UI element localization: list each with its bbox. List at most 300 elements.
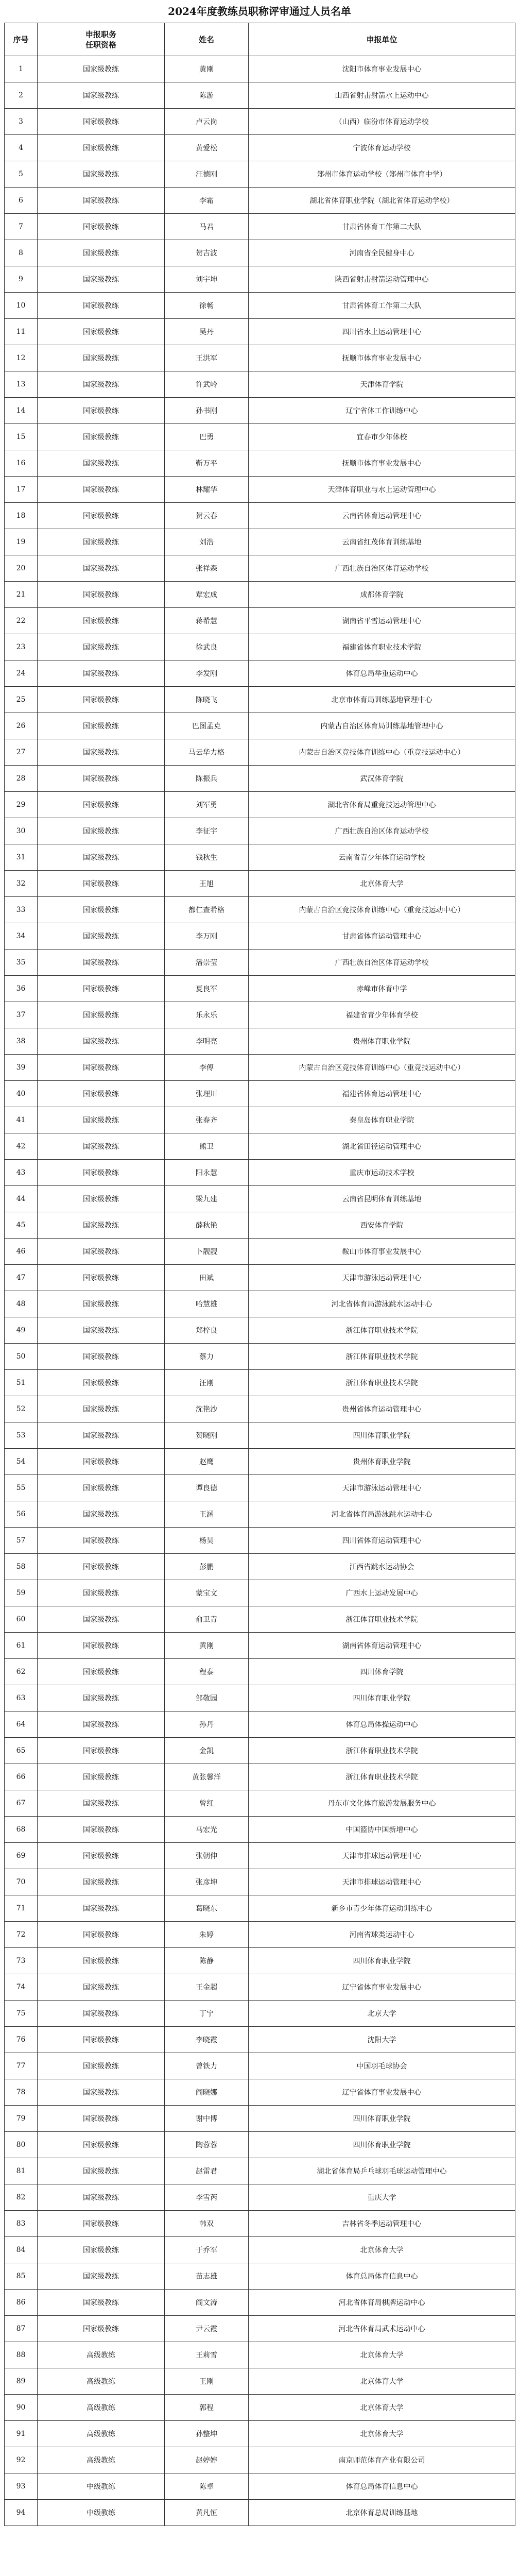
cell-unit: 北京体育总局训练基地	[249, 2500, 515, 2526]
cell-unit: 河北省体育局棋牌运动中心	[249, 2290, 515, 2316]
table-row	[5, 2421, 515, 2447]
cell-position: 国家级教练	[38, 2316, 165, 2342]
cell-position: 国家级教练	[38, 687, 165, 713]
cell-index: 19	[5, 529, 38, 555]
cell-unit: 湖北省田径运动管理中心	[249, 1133, 515, 1160]
cell-name: 靳万平	[165, 450, 249, 477]
table-row	[5, 1659, 515, 1685]
cell-unit: 辽宁省体育事业发展中心	[249, 1974, 515, 2001]
cell-unit: 北京体育大学	[249, 2421, 515, 2447]
cell-index: 68	[5, 1817, 38, 1843]
cell-unit: 鞍山市体育事业发展中心	[249, 1239, 515, 1265]
cell-position: 国家级教练	[38, 1528, 165, 1554]
cell-unit: 天津体育职业与水上运动管理中心	[249, 477, 515, 503]
cell-position: 国家级教练	[38, 240, 165, 266]
cell-position: 高级教练	[38, 2395, 165, 2421]
cell-position: 国家级教练	[38, 1895, 165, 1922]
table-row	[5, 1002, 515, 1028]
table-row	[5, 1081, 515, 1107]
table-row	[5, 1239, 515, 1265]
table-row	[5, 345, 515, 371]
cell-index: 82	[5, 2184, 38, 2211]
cell-name: 韩双	[165, 2211, 249, 2237]
table-row	[5, 2368, 515, 2395]
cell-index: 71	[5, 1895, 38, 1922]
cell-index: 56	[5, 1501, 38, 1528]
cell-position: 国家级教练	[38, 660, 165, 687]
table-row	[5, 2447, 515, 2473]
cell-name: 李晓霞	[165, 2027, 249, 2053]
table-row	[5, 950, 515, 976]
cell-index: 8	[5, 240, 38, 266]
cell-name: 阎文涛	[165, 2290, 249, 2316]
cell-position: 国家级教练	[38, 1422, 165, 1449]
cell-unit: 丹东市文化体育旅游发展服务中心	[249, 1790, 515, 1817]
cell-position: 国家级教练	[38, 608, 165, 634]
table-row	[5, 2290, 515, 2316]
table-row	[5, 1344, 515, 1370]
cell-index: 75	[5, 2001, 38, 2027]
cell-index: 21	[5, 582, 38, 608]
cell-unit: 四川体育学院	[249, 1659, 515, 1685]
cell-name: 陈静	[165, 1948, 249, 1974]
cell-unit: 体育总局体育信息中心	[249, 2263, 515, 2290]
cell-name: 金凯	[165, 1738, 249, 1764]
cell-position: 国家级教练	[38, 345, 165, 371]
table-row	[5, 424, 515, 450]
cell-name: 李征宇	[165, 818, 249, 844]
cell-unit: 浙江体育职业技术学院	[249, 1370, 515, 1396]
table-row	[5, 1186, 515, 1212]
cell-index: 12	[5, 345, 38, 371]
cell-index: 25	[5, 687, 38, 713]
cell-name: 葛晓东	[165, 1895, 249, 1922]
cell-position: 国家级教练	[38, 1974, 165, 2001]
cell-name: 薛秋艳	[165, 1212, 249, 1239]
cell-name: 郑梓良	[165, 1317, 249, 1344]
cell-index: 9	[5, 266, 38, 293]
cell-unit: 云南省红茂体育训练基地	[249, 529, 515, 555]
cell-name: 夏良军	[165, 976, 249, 1002]
cell-position: 国家级教练	[38, 135, 165, 161]
cell-name: 张朝伸	[165, 1843, 249, 1869]
cell-index: 11	[5, 319, 38, 345]
table-row	[5, 1396, 515, 1422]
cell-unit: 湖北省体育局重竞技运动管理中心	[249, 792, 515, 818]
table-row	[5, 161, 515, 188]
cell-unit: 云南省昆明体育训练基地	[249, 1186, 515, 1212]
cell-index: 14	[5, 398, 38, 424]
cell-name: 马君	[165, 214, 249, 240]
cell-index: 48	[5, 1291, 38, 1317]
cell-index: 38	[5, 1028, 38, 1055]
cell-unit: 沈阳市体育事业发展中心	[249, 56, 515, 82]
table-row	[5, 582, 515, 608]
cell-index: 67	[5, 1790, 38, 1817]
cell-name: 潘崇莹	[165, 950, 249, 976]
cell-index: 4	[5, 135, 38, 161]
cell-name: 赵婷婷	[165, 2447, 249, 2473]
table-row	[5, 1974, 515, 2001]
cell-name: 熊卫	[165, 1133, 249, 1160]
cell-position: 国家级教练	[38, 1764, 165, 1790]
header-name: 姓名	[165, 23, 249, 56]
table-row	[5, 2158, 515, 2184]
cell-name: 赵鹰	[165, 1449, 249, 1475]
table-row	[5, 1606, 515, 1633]
cell-unit: 河北省体育局游泳跳水运动中心	[249, 1501, 515, 1528]
cell-position: 国家级教练	[38, 1843, 165, 1869]
table-row	[5, 398, 515, 424]
cell-unit: 武汉体育学院	[249, 766, 515, 792]
cell-index: 31	[5, 844, 38, 871]
table-row	[5, 2106, 515, 2132]
cell-position: 国家级教练	[38, 1606, 165, 1633]
cell-index: 36	[5, 976, 38, 1002]
cell-unit: 北京体育大学	[249, 2237, 515, 2263]
cell-position: 国家级教练	[38, 1633, 165, 1659]
cell-unit: 天津市排球运动管理中心	[249, 1843, 515, 1869]
cell-name: 郭程	[165, 2395, 249, 2421]
cell-index: 79	[5, 2106, 38, 2132]
cell-index: 83	[5, 2211, 38, 2237]
cell-unit: 郑州市体育运动学校（郑州市体育中学）	[249, 161, 515, 188]
cell-index: 86	[5, 2290, 38, 2316]
table-row	[5, 1764, 515, 1790]
cell-name: 都仁查希格	[165, 897, 249, 923]
table-row	[5, 1869, 515, 1895]
table-row	[5, 1580, 515, 1606]
cell-index: 46	[5, 1239, 38, 1265]
cell-name: 王洪军	[165, 345, 249, 371]
table-row	[5, 1317, 515, 1344]
cell-position: 国家级教练	[38, 1817, 165, 1843]
cell-index: 73	[5, 1948, 38, 1974]
cell-index: 53	[5, 1422, 38, 1449]
cell-position: 国家级教练	[38, 1922, 165, 1948]
table-row	[5, 109, 515, 135]
cell-name: 贺晓刚	[165, 1422, 249, 1449]
cell-name: 许武岭	[165, 371, 249, 398]
cell-position: 国家级教练	[38, 477, 165, 503]
table-row	[5, 713, 515, 739]
cell-index: 70	[5, 1869, 38, 1895]
table-row	[5, 2342, 515, 2368]
header-position	[38, 23, 165, 56]
cell-index: 42	[5, 1133, 38, 1160]
cell-position: 国家级教练	[38, 1659, 165, 1685]
table-row	[5, 529, 515, 555]
cell-index: 87	[5, 2316, 38, 2342]
cell-unit: 广西壮族自治区体育运动学校	[249, 555, 515, 582]
cell-position: 国家级教练	[38, 739, 165, 766]
table-row	[5, 1554, 515, 1580]
cell-position: 国家级教练	[38, 1396, 165, 1422]
table-row	[5, 1422, 515, 1449]
cell-index: 72	[5, 1922, 38, 1948]
cell-name: 朱婷	[165, 1922, 249, 1948]
cell-unit: 天津市游泳运动管理中心	[249, 1475, 515, 1501]
cell-name: 谢中博	[165, 2106, 249, 2132]
cell-unit: 天津市排球运动管理中心	[249, 1869, 515, 1895]
cell-unit: 四川体育职业学院	[249, 1685, 515, 1711]
cell-unit: 成都体育学院	[249, 582, 515, 608]
cell-name: 曾铁力	[165, 2053, 249, 2079]
cell-position: 国家级教练	[38, 2132, 165, 2158]
cell-index: 44	[5, 1186, 38, 1212]
cell-unit: 福建省体育职业技术学院	[249, 634, 515, 660]
cell-index: 39	[5, 1055, 38, 1081]
cell-name: 覃宏成	[165, 582, 249, 608]
cell-unit: 赤峰市体育中学	[249, 976, 515, 1002]
cell-index: 18	[5, 503, 38, 529]
cell-name: 陈振兵	[165, 766, 249, 792]
table-row	[5, 871, 515, 897]
header-index: 序号	[5, 23, 38, 56]
cell-name: 陈晓飞	[165, 687, 249, 713]
cell-position: 高级教练	[38, 2447, 165, 2473]
cell-name: 彭鹏	[165, 1554, 249, 1580]
cell-position: 国家级教练	[38, 450, 165, 477]
cell-unit: 新乡市青少年体育运动训练中心	[249, 1895, 515, 1922]
document-title: 2024年度教练员职称评审通过人员名单	[168, 5, 351, 18]
table-row	[5, 1817, 515, 1843]
cell-position: 国家级教练	[38, 897, 165, 923]
cell-position: 国家级教练	[38, 2237, 165, 2263]
cell-index: 92	[5, 2447, 38, 2473]
cell-unit: 云南省体育运动管理中心	[249, 503, 515, 529]
cell-name: 蔡力	[165, 1344, 249, 1370]
cell-index: 59	[5, 1580, 38, 1606]
cell-position: 国家级教练	[38, 529, 165, 555]
cell-unit: 内蒙古自治区体育局训练基地管理中心	[249, 713, 515, 739]
cell-name: 尹云霞	[165, 2316, 249, 2342]
cell-position: 国家级教练	[38, 1002, 165, 1028]
cell-position: 国家级教练	[38, 2184, 165, 2211]
cell-position: 国家级教练	[38, 1055, 165, 1081]
cell-name: 黄凡恒	[165, 2500, 249, 2526]
cell-unit: 辽宁省体工作训练中心	[249, 398, 515, 424]
cell-name: 于乔军	[165, 2237, 249, 2263]
table-row	[5, 477, 515, 503]
table-row	[5, 1633, 515, 1659]
cell-index: 94	[5, 2500, 38, 2526]
cell-name: 陈游	[165, 82, 249, 109]
cell-index: 45	[5, 1212, 38, 1239]
cell-unit: 秦皇岛体育职业学院	[249, 1107, 515, 1133]
cell-name: 孙整坤	[165, 2421, 249, 2447]
table-row	[5, 2001, 515, 2027]
cell-unit: 抚顺市体育事业发展中心	[249, 345, 515, 371]
cell-index: 51	[5, 1370, 38, 1396]
table-row	[5, 634, 515, 660]
cell-position: 国家级教练	[38, 2158, 165, 2184]
cell-index: 64	[5, 1711, 38, 1738]
cell-name: 李万刚	[165, 923, 249, 950]
cell-unit: 河北省体育局武术运动中心	[249, 2316, 515, 2342]
cell-name: 林耀华	[165, 477, 249, 503]
cell-unit: 甘肃省体育工作第二大队	[249, 293, 515, 319]
table-row	[5, 739, 515, 766]
cell-name: 李明亮	[165, 1028, 249, 1055]
cell-position: 国家级教练	[38, 555, 165, 582]
cell-index: 61	[5, 1633, 38, 1659]
cell-index: 62	[5, 1659, 38, 1685]
table-row	[5, 266, 515, 293]
cell-name: 阎晓娜	[165, 2079, 249, 2106]
cell-position: 国家级教练	[38, 1790, 165, 1817]
cell-name: 孙丹	[165, 1711, 249, 1738]
cell-index: 43	[5, 1160, 38, 1186]
cell-index: 28	[5, 766, 38, 792]
cell-index: 13	[5, 371, 38, 398]
cell-unit: 四川体育职业学院	[249, 2106, 515, 2132]
cell-unit: 甘肃省体育工作第二大队	[249, 214, 515, 240]
cell-position: 国家级教练	[38, 1239, 165, 1265]
cell-index: 58	[5, 1554, 38, 1580]
cell-name: 哈慧雄	[165, 1291, 249, 1317]
cell-index: 60	[5, 1606, 38, 1633]
cell-position: 国家级教练	[38, 766, 165, 792]
table-row	[5, 2079, 515, 2106]
cell-unit: 浙江体育职业技术学院	[249, 1738, 515, 1764]
table-row	[5, 2132, 515, 2158]
cell-position: 国家级教练	[38, 1370, 165, 1396]
cell-position: 国家级教练	[38, 161, 165, 188]
cell-position: 国家级教练	[38, 293, 165, 319]
cell-position: 国家级教练	[38, 1133, 165, 1160]
cell-name: 李雪芮	[165, 2184, 249, 2211]
cell-unit: 陕西省射击射箭运动管理中心	[249, 266, 515, 293]
cell-unit: 北京大学	[249, 2001, 515, 2027]
cell-name: 邹敬园	[165, 1685, 249, 1711]
cell-index: 23	[5, 634, 38, 660]
table-row	[5, 976, 515, 1002]
cell-index: 55	[5, 1475, 38, 1501]
cell-unit: 体育总局体操运动中心	[249, 1711, 515, 1738]
table-row	[5, 1370, 515, 1396]
cell-position: 国家级教练	[38, 503, 165, 529]
cell-position: 国家级教练	[38, 82, 165, 109]
cell-unit: 北京体育大学	[249, 2342, 515, 2368]
cell-name: 刘浩	[165, 529, 249, 555]
cell-unit: 河南省球类运动中心	[249, 1922, 515, 1948]
cell-position: 国家级教练	[38, 818, 165, 844]
cell-unit: 湖北省体育职业学院（湖北省体育运动学校）	[249, 188, 515, 214]
cell-position: 国家级教练	[38, 1265, 165, 1291]
cell-position: 国家级教练	[38, 1317, 165, 1344]
table-row	[5, 555, 515, 582]
cell-unit: 体育总局举重运动中心	[249, 660, 515, 687]
cell-name: 王刚	[165, 2368, 249, 2395]
cell-unit: 贵州省体育运动管理中心	[249, 1396, 515, 1422]
cell-unit: 北京体育大学	[249, 2368, 515, 2395]
cell-unit: 广西壮族自治区体育运动学校	[249, 818, 515, 844]
cell-name: 丁宁	[165, 2001, 249, 2027]
table-row	[5, 1922, 515, 1948]
cell-position: 国家级教练	[38, 188, 165, 214]
cell-index: 1	[5, 56, 38, 82]
cell-unit: 宜春市少年体校	[249, 424, 515, 450]
approved-list-table	[4, 23, 515, 2526]
cell-unit: 北京市体育局训练基地管理中心	[249, 687, 515, 713]
cell-position: 国家级教练	[38, 2053, 165, 2079]
table-row	[5, 2211, 515, 2237]
cell-index: 74	[5, 1974, 38, 2001]
cell-name: 贺吉波	[165, 240, 249, 266]
cell-name: 黄爱松	[165, 135, 249, 161]
cell-name: 张祥森	[165, 555, 249, 582]
cell-unit: 西安体育学院	[249, 1212, 515, 1239]
cell-position: 国家级教练	[38, 371, 165, 398]
cell-name: 黄张馨洋	[165, 1764, 249, 1790]
table-row	[5, 82, 515, 109]
cell-name: 巴勇	[165, 424, 249, 450]
cell-position: 国家级教练	[38, 214, 165, 240]
cell-name: 李傅	[165, 1055, 249, 1081]
cell-name: 陈卓	[165, 2473, 249, 2500]
cell-name: 汪德刚	[165, 161, 249, 188]
cell-index: 78	[5, 2079, 38, 2106]
cell-position: 国家级教练	[38, 56, 165, 82]
cell-index: 10	[5, 293, 38, 319]
table-row	[5, 135, 515, 161]
cell-unit: 吉林省冬季运动管理中心	[249, 2211, 515, 2237]
cell-index: 81	[5, 2158, 38, 2184]
cell-unit: 贵州体育职业学院	[249, 1028, 515, 1055]
cell-name: 梁九建	[165, 1186, 249, 1212]
cell-index: 15	[5, 424, 38, 450]
cell-index: 32	[5, 871, 38, 897]
cell-position: 国家级教练	[38, 2106, 165, 2132]
cell-name: 王涵	[165, 1501, 249, 1528]
table-row	[5, 371, 515, 398]
table-row	[5, 2500, 515, 2526]
cell-name: 黄刚	[165, 56, 249, 82]
table-row	[5, 2263, 515, 2290]
cell-name: 王旭	[165, 871, 249, 897]
cell-index: 2	[5, 82, 38, 109]
cell-position: 国家级教练	[38, 1554, 165, 1580]
cell-position: 国家级教练	[38, 1186, 165, 1212]
table-row	[5, 2053, 515, 2079]
table-body	[5, 56, 515, 2526]
cell-position: 国家级教练	[38, 1711, 165, 1738]
cell-position: 国家级教练	[38, 582, 165, 608]
cell-name: 乐永乐	[165, 1002, 249, 1028]
cell-index: 27	[5, 739, 38, 766]
cell-name: 汪刚	[165, 1370, 249, 1396]
table-row	[5, 1475, 515, 1501]
cell-index: 49	[5, 1317, 38, 1344]
cell-name: 李霜	[165, 188, 249, 214]
cell-position: 国家级教练	[38, 266, 165, 293]
cell-name: 刘军勇	[165, 792, 249, 818]
cell-position: 国家级教练	[38, 1580, 165, 1606]
table-row	[5, 1501, 515, 1528]
cell-unit: 四川体育职业学院	[249, 1948, 515, 1974]
cell-position: 国家级教练	[38, 1738, 165, 1764]
header-position-text: 申报职务 任职资格	[85, 29, 116, 49]
table-row	[5, 608, 515, 634]
cell-index: 69	[5, 1843, 38, 1869]
cell-name: 赵雷君	[165, 2158, 249, 2184]
cell-position: 国家级教练	[38, 319, 165, 345]
cell-index: 84	[5, 2237, 38, 2263]
cell-position: 国家级教练	[38, 1107, 165, 1133]
cell-name: 黄刚	[165, 1633, 249, 1659]
cell-position: 高级教练	[38, 2421, 165, 2447]
